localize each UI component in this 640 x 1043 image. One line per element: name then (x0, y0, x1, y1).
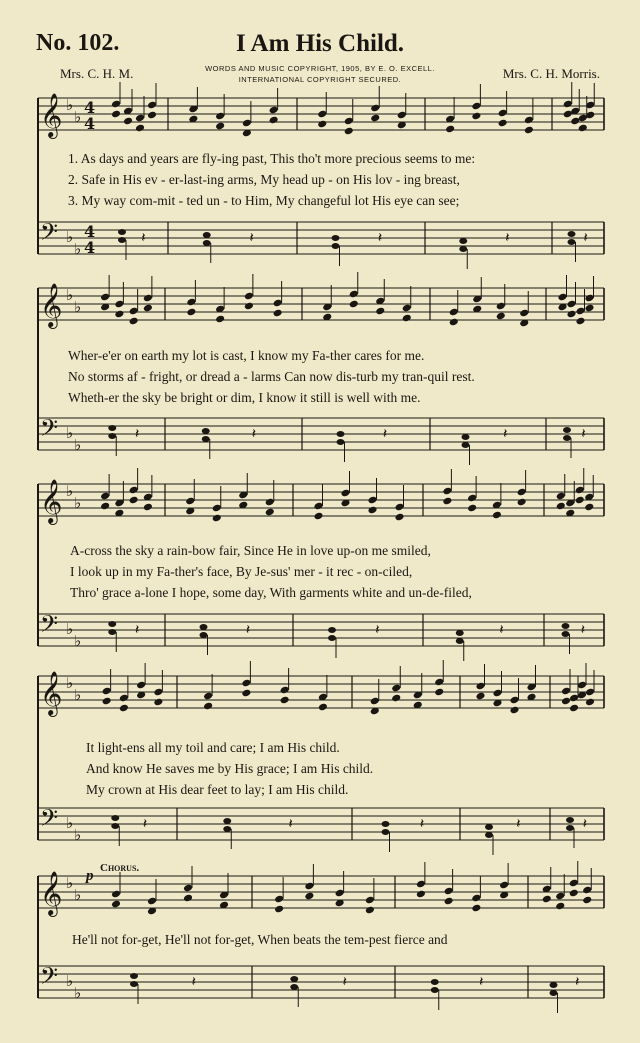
notehead (485, 824, 493, 830)
lyric-line: Wheth-er the sky be bright or dim, I know it still is well with me. (68, 390, 421, 405)
notehead (203, 240, 211, 246)
copyright-line: INTERNATIONAL COPYRIGHT SECURED. (238, 75, 402, 84)
bass-clef-icon: 𝄢 (40, 218, 59, 251)
notehead (456, 638, 464, 644)
notehead (273, 309, 283, 318)
notehead (153, 698, 163, 707)
notehead (111, 823, 119, 829)
notehead (102, 697, 112, 706)
flat-icon: ♭ (74, 494, 82, 512)
notehead (290, 976, 298, 982)
notehead (431, 987, 439, 993)
notehead (582, 896, 592, 905)
notehead (223, 818, 231, 824)
notehead (562, 631, 570, 637)
notehead (449, 318, 459, 327)
notehead (585, 698, 595, 707)
treble-clef-icon: 𝄞 (40, 93, 63, 137)
notehead (332, 235, 340, 241)
notehead (274, 905, 284, 914)
rest-icon: 𝄽 (479, 974, 484, 990)
lyric-line: Thro' grace a-lone I hope, some day, With garments white and un-de-filed, (70, 585, 472, 600)
bass-clef-icon: 𝄢 (40, 610, 59, 643)
notehead (241, 689, 251, 698)
notehead (328, 635, 336, 641)
notehead (223, 826, 231, 832)
lyric-line: A-cross the sky a rain-bow fair, Since He in love up-on me smiled, (70, 543, 431, 558)
flat-icon: ♭ (74, 632, 82, 650)
notehead (367, 506, 377, 515)
notehead (215, 315, 225, 324)
music-composer: Mrs. C. H. Morris. (502, 66, 600, 81)
flat-icon: ♭ (74, 984, 82, 1002)
time-signature-icon: 4 (84, 114, 96, 133)
notehead (332, 243, 340, 249)
notehead (318, 703, 328, 712)
notehead (337, 439, 345, 445)
notehead (445, 125, 455, 134)
notehead (111, 900, 121, 909)
notehead (269, 116, 279, 125)
notehead (459, 246, 467, 252)
flat-icon: ♭ (66, 620, 74, 638)
rest-icon: 𝄽 (191, 974, 196, 990)
lyric-line: I look up in my Fa-ther's face, By Je-sus' mer - it rec - on-ciled, (70, 564, 413, 579)
words-author: Mrs. C. H. M. (60, 66, 134, 81)
notehead (485, 832, 493, 838)
rest-icon: 𝄽 (142, 816, 148, 832)
rest-icon: 𝄽 (141, 230, 146, 246)
notehead (143, 503, 153, 512)
bass-clef-icon: 𝄢 (40, 962, 59, 995)
flat-icon: ♭ (66, 874, 74, 892)
rest-icon: 𝄽 (135, 622, 140, 638)
rest-icon: 𝄽 (505, 230, 510, 246)
lyric-line: He'll not for-get, He'll not for-get, When beats the tem-pest fierce and (72, 932, 448, 947)
notehead (566, 817, 574, 823)
rest-icon: 𝄽 (580, 622, 585, 638)
notehead (456, 630, 464, 636)
notehead (290, 984, 298, 990)
hymn-title: I Am His Child. (235, 30, 405, 57)
notehead (304, 892, 314, 901)
flat-icon: ♭ (66, 228, 74, 246)
rest-icon: 𝄽 (251, 426, 257, 442)
treble-clef-icon: 𝄞 (40, 283, 63, 327)
lyric-line: And know He saves me by His grace; I am His child. (86, 761, 374, 776)
notehead (317, 120, 327, 129)
notehead (215, 122, 225, 131)
rest-icon: 𝄽 (342, 974, 347, 990)
notehead (203, 232, 211, 238)
notehead (129, 317, 139, 326)
notehead (563, 427, 571, 433)
rest-icon: 𝄽 (382, 426, 388, 442)
notehead (244, 302, 254, 311)
lyric-line: Wher-e'er on earth my lot is cast, I know my Fa-ther cares for me. (68, 348, 425, 363)
lyric-line: 2. Safe in His ev - er-last-ing arms, My head up - on His lov - ing breast, (68, 172, 460, 187)
notehead (202, 436, 210, 442)
notehead (313, 512, 323, 521)
flat-icon: ♭ (66, 674, 74, 692)
notehead (382, 821, 390, 827)
notehead (475, 692, 485, 701)
notehead (568, 239, 576, 245)
flat-icon: ♭ (74, 298, 82, 316)
time-signature-icon: 4 (84, 238, 96, 257)
notehead (578, 124, 588, 133)
notehead (328, 627, 336, 633)
notehead (471, 904, 481, 913)
treble-clef-icon: 𝄞 (40, 479, 63, 523)
notehead (111, 815, 119, 821)
notehead (509, 706, 519, 715)
notehead (431, 979, 439, 985)
rest-icon: 𝄽 (581, 426, 586, 442)
notehead (135, 124, 145, 133)
notehead (100, 502, 110, 511)
notehead (566, 825, 574, 831)
flat-icon: ♭ (66, 482, 74, 500)
notehead (459, 238, 467, 244)
notehead (108, 425, 116, 431)
notehead (200, 624, 208, 630)
notehead (584, 304, 594, 313)
notehead (186, 308, 196, 317)
notehead (442, 497, 452, 506)
notehead (402, 314, 412, 323)
notehead (280, 696, 290, 705)
flat-icon: ♭ (74, 240, 82, 258)
notehead (498, 119, 508, 128)
rest-icon: 𝄽 (503, 426, 508, 442)
notehead (108, 433, 116, 439)
lyric-line: 3. My way com-mit - ted un - to Him, My changeful lot His eye can see; (68, 193, 460, 208)
notehead (344, 127, 354, 136)
notehead (365, 906, 375, 915)
notehead (265, 508, 275, 517)
notehead (550, 990, 558, 996)
rest-icon: 𝄽 (583, 230, 588, 246)
hymn-number: No. 102. (36, 30, 120, 56)
flat-icon: ♭ (66, 424, 74, 442)
dynamic-marking: p (86, 868, 94, 884)
rest-icon: 𝄽 (288, 816, 293, 832)
notehead (200, 632, 208, 638)
notehead (370, 114, 380, 123)
notehead (467, 504, 477, 513)
lyric-line: My crown at His dear feet to lay; I am His child. (86, 782, 349, 797)
flat-icon: ♭ (74, 886, 82, 904)
notehead (183, 894, 193, 903)
treble-clef-icon: 𝄞 (40, 871, 63, 915)
flat-icon: ♭ (74, 686, 82, 704)
notehead (550, 982, 558, 988)
flat-icon: ♭ (66, 96, 74, 114)
flat-icon: ♭ (66, 286, 74, 304)
flat-icon: ♭ (74, 826, 82, 844)
notehead (556, 502, 566, 511)
notehead (566, 310, 576, 319)
lyric-line: It light-ens all my toil and care; I am His child. (86, 740, 340, 755)
notehead (129, 496, 139, 505)
notehead (563, 435, 571, 441)
notehead (462, 434, 470, 440)
flat-icon: ♭ (74, 436, 82, 454)
notehead (337, 431, 345, 437)
notehead (202, 428, 210, 434)
notehead (416, 890, 426, 899)
notehead (382, 829, 390, 835)
notehead (524, 126, 534, 135)
notehead (130, 973, 138, 979)
notehead (492, 511, 502, 520)
notehead (444, 897, 454, 906)
notehead (569, 889, 579, 898)
notehead (555, 902, 565, 911)
rest-icon: 𝄽 (249, 230, 254, 246)
time-signature-icon: 4 (84, 98, 96, 117)
notehead (349, 300, 359, 309)
rest-icon: 𝄽 (245, 622, 251, 638)
notehead (584, 503, 594, 512)
rest-icon: 𝄽 (516, 816, 521, 832)
notehead (123, 117, 133, 126)
notehead (562, 623, 570, 629)
treble-clef-icon: 𝄞 (40, 671, 63, 715)
rest-icon: 𝄽 (135, 426, 140, 442)
rest-icon: 𝄽 (419, 816, 425, 832)
rest-icon: 𝄽 (377, 230, 383, 246)
notehead (111, 110, 121, 119)
notehead (471, 112, 481, 121)
notehead (108, 629, 116, 635)
lyric-line: No storms af - fright, or dread a - larms Can now dis-turb my tran-quil rest. (68, 369, 475, 384)
rest-icon: 𝄽 (375, 622, 380, 638)
notehead (575, 317, 585, 326)
notehead (118, 237, 126, 243)
flat-icon: ♭ (74, 108, 82, 126)
notehead (434, 688, 444, 697)
notehead (575, 496, 585, 505)
bass-clef-icon: 𝄢 (40, 414, 59, 447)
notehead (561, 697, 571, 706)
copyright-line: WORDS AND MUSIC COPYRIGHT, 1905, BY E. O. EXCELL. (205, 64, 435, 73)
notehead (517, 498, 527, 507)
notehead (130, 981, 138, 987)
notehead (143, 304, 153, 313)
notehead (496, 312, 506, 321)
notehead (108, 621, 116, 627)
rest-icon: 𝄽 (582, 816, 588, 832)
notehead (212, 514, 222, 523)
notehead (375, 307, 385, 316)
rest-icon: 𝄽 (575, 974, 580, 990)
bass-clef-icon: 𝄢 (40, 804, 59, 837)
flat-icon: ♭ (66, 972, 74, 990)
notehead (569, 704, 579, 713)
notehead (147, 111, 157, 120)
notehead (542, 895, 552, 904)
lyric-line: 1. As days and years are fly-ing past, This tho't more precious seems to me: (68, 151, 476, 166)
time-signature-icon: 4 (84, 222, 96, 241)
notehead (394, 513, 404, 522)
notehead (203, 702, 213, 711)
rest-icon: 𝄽 (499, 622, 504, 638)
notehead (119, 704, 129, 713)
flat-icon: ♭ (66, 814, 74, 832)
notehead (462, 442, 470, 448)
chorus-label: Chorus. (100, 862, 140, 874)
notehead (114, 310, 124, 319)
notehead (118, 229, 126, 235)
notehead (568, 231, 576, 237)
notehead (391, 694, 401, 703)
